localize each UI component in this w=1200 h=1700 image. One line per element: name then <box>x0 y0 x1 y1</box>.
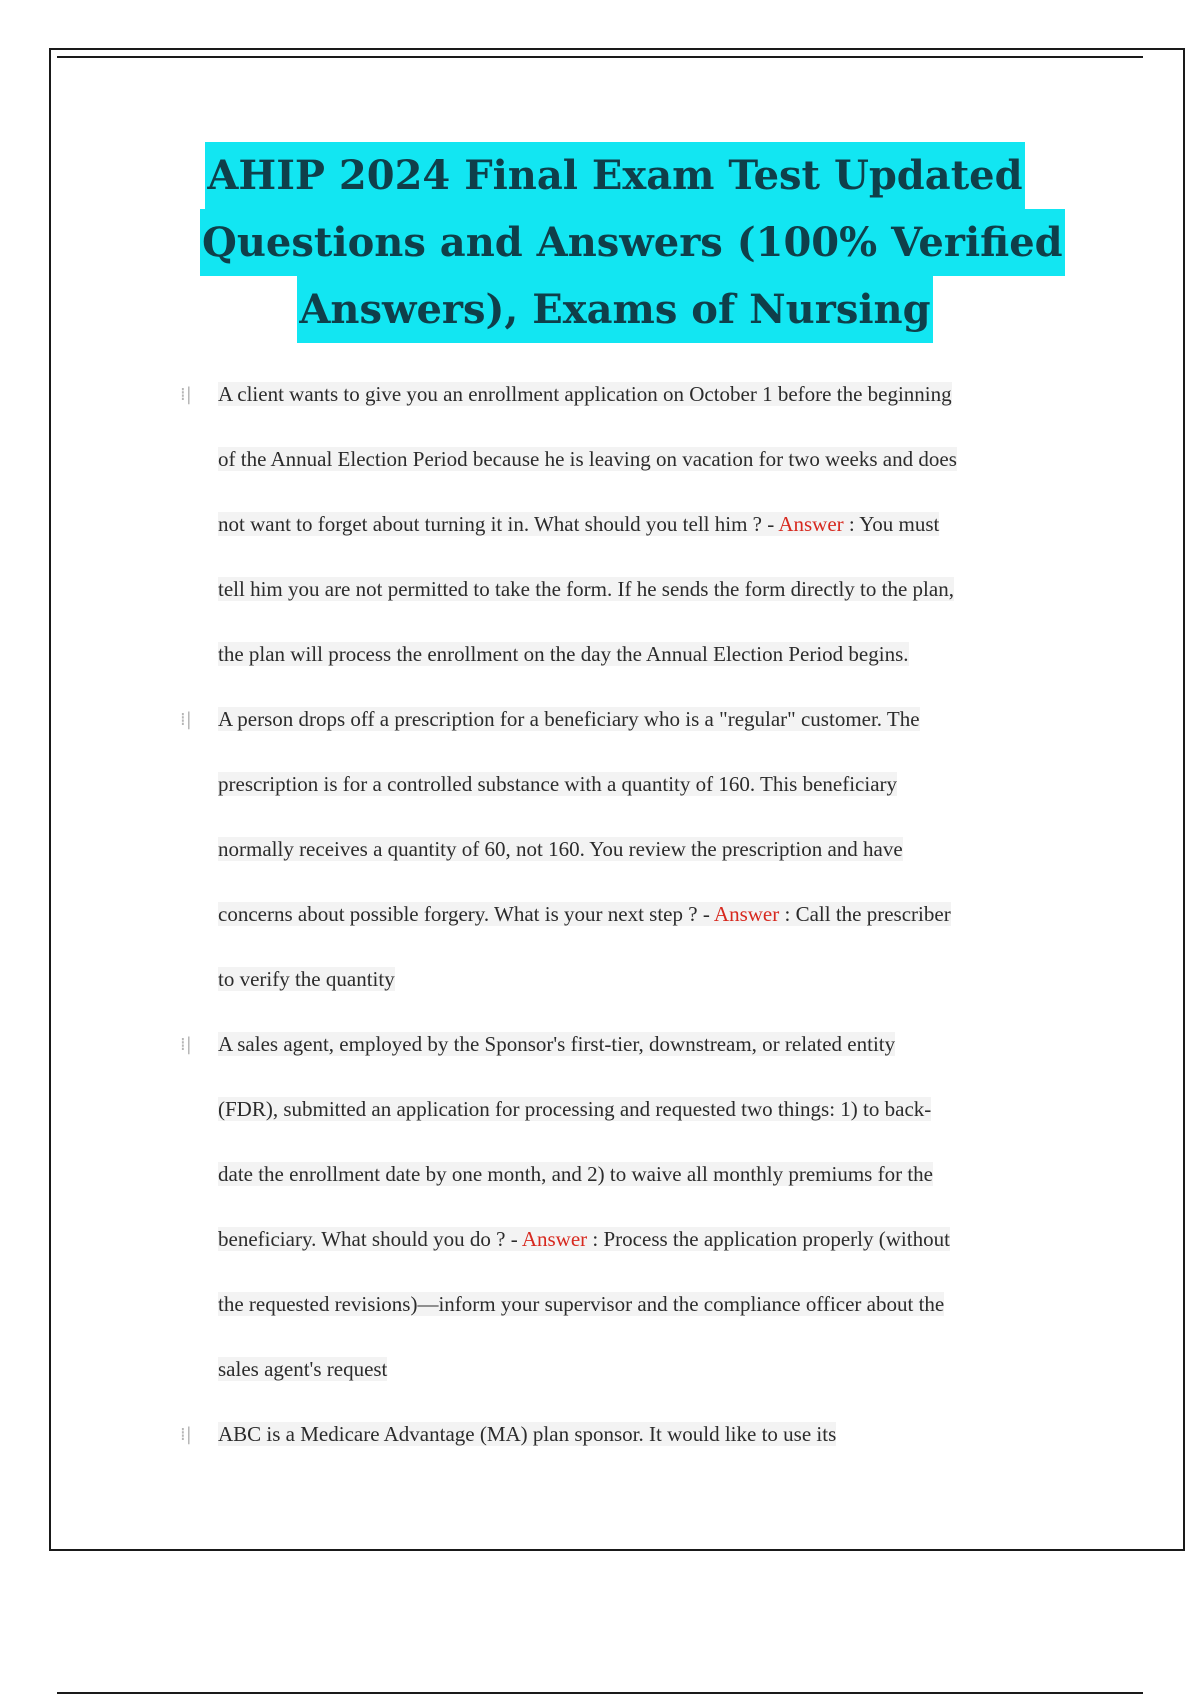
qa-text <box>218 1422 836 1446</box>
answer-text: : Call the prescriber to verify the quantity <box>218 902 951 991</box>
bullet-marker-icon: ⁞| <box>180 1424 192 1445</box>
qa-item-2 <box>180 687 960 1012</box>
qa-text <box>218 707 951 991</box>
qa-text <box>218 1032 950 1381</box>
answer-text: : You must tell him you are not permitted to take the form. If he sends the form directly to the plan, the plan will process the enrollment on the day the Annual Election Period begins. <box>218 512 954 666</box>
qa-item-4 <box>180 1402 960 1467</box>
question-text: A sales agent, employed by the Sponsor's first-tier, downstream, or related entity (FDR), submitted an application for processing and requested two things: 1) to back-date the enrollment date by one month, and 2) to waive all monthly premiums for the beneficiary. What should you do ? - <box>218 1032 933 1251</box>
bullet-marker-icon: ⁞| <box>180 1034 192 1055</box>
answer-label: Answer <box>778 512 844 536</box>
title-line-1: AHIP 2024 Final Exam Test Updated <box>205 142 1024 209</box>
bullet-marker-icon: ⁞| <box>180 709 192 730</box>
qa-list <box>180 362 960 1467</box>
answer-label: Answer <box>713 902 780 926</box>
question-text: A client wants to give you an enrollment application on October 1 before the beginning of the Annual Election Period because he is leaving on vacation for two weeks and does not want to forget about turning it in. What should you tell him ? - <box>218 382 957 536</box>
bottom-rule <box>57 1692 1143 1694</box>
answer-text: : Process the application properly (without the requested revisions)—inform your supervisor and the compliance officer about the sales agent's request <box>218 1227 950 1381</box>
question-text: A person drops off a prescription for a beneficiary who is a "regular" customer. The prescription is for a controlled substance with a quantity of 160. This beneficiary normally receives a quantity of 60, not 160. You review the prescription and have concerns about possible forgery. What is your next step ? - <box>218 707 920 926</box>
qa-text <box>218 382 957 666</box>
question-text: ABC is a Medicare Advantage (MA) plan sponsor. It would like to use its <box>218 1422 837 1446</box>
answer-label: Answer <box>521 1227 588 1251</box>
document-title <box>200 142 1063 343</box>
qa-item-1 <box>180 362 960 687</box>
title-line-2: Questions and Answers (100% Verified <box>200 209 1065 276</box>
qa-item-3 <box>180 1012 960 1402</box>
title-line-3: Answers), Exams of Nursing <box>297 276 932 343</box>
bullet-marker-icon: ⁞| <box>180 384 192 405</box>
